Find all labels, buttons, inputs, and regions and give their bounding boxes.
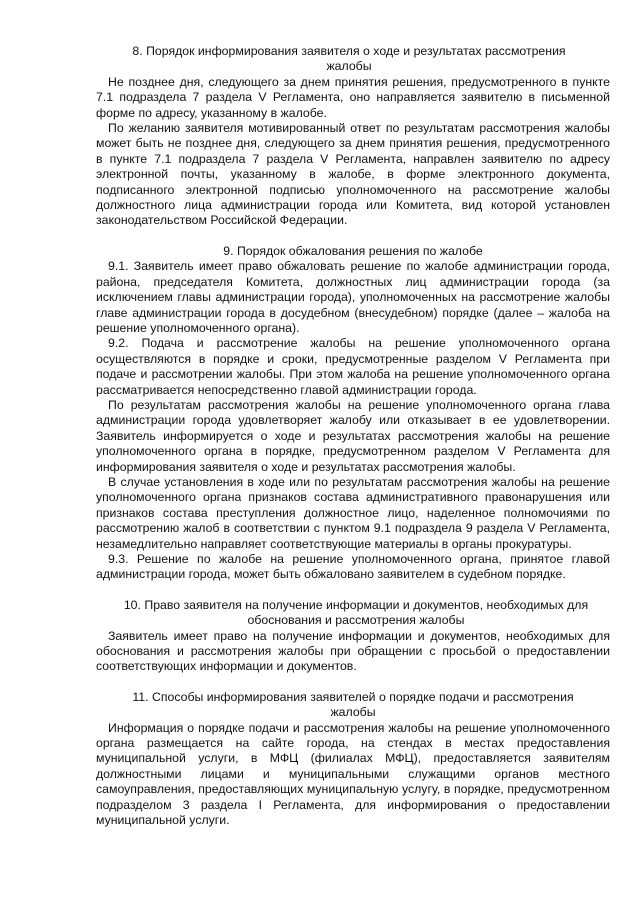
paragraph: Заявитель имеет право на получение информации и документов, необходимых для обоснования и рассмотрения жалобы при обращении с просьбой о предоставлении соответствующих информации и документов.: [96, 628, 610, 674]
paragraph: По желанию заявителя мотивированный ответ по результатам рассмотрения жалобы может быть не позднее дня, следующего за днем принятия решения, предусмотренного в пункте 7.1 подраздела 7 раздела V Регламента, направлен заявителю по адресу электронной почты, указанному в жалобе, в форме электронного документа, подписанного электронной подписью уполномоченного на рассмотрение жалобы должностного лица администрации города или Комитета, вид которой установлен законодательством Российской Федерации.: [96, 121, 610, 228]
paragraph: По результатам рассмотрения жалобы на решение уполномоченного органа глава администрации города удовлетворяет жалобу или отказывает в ее удовлетворении. Заявитель информируется о ходе и результатах рассмотрения жалобы на решение уполномоченного органа в порядке, предусмотренном разделом V Регламента для информирования заявителя о ходе и результатах рассмотрения жалобы.: [96, 397, 610, 474]
document-page: [96, 44, 610, 829]
paragraph: 9.2. Подача и рассмотрение жалобы на решение уполномоченного органа осуществляются в порядке и сроки, предусмотренные разделом V Регламента при подаче и рассмотрении жалобы. При этом жалоба на решение уполномоченного органа рассматривается непосредственно главой администрации города.: [96, 336, 610, 397]
section-heading: 10. Право заявителя на получение информации и документов, необходимых для обоснования и рассмотрения жалобы: [123, 597, 589, 628]
paragraph: Информация о порядке подачи и рассмотрения жалобы на решение уполномоченного органа размещается на сайте города, на стендах в местах предоставления муниципальной услуги, в МФЦ (филиалах МФЦ), предоставляется заявителям должностными лицами и муниципальными служащими органов местного самоуправления, предоставляющих муниципальную услугу, в порядке, предусмотренном подразделом 3 раздела I Регламента, для информирования о предоставлении муниципальной услуги.: [96, 720, 610, 828]
paragraph: Не позднее дня, следующего за днем принятия решения, предусмотренного в пункте 7.1 подраздела 7 раздела V Регламента, оно направляется заявителю в письменной форме по адресу, указанному в жалобе.: [96, 74, 610, 120]
paragraph: 9.1. Заявитель имеет право обжаловать решение по жалобе администрации города, района, председателя Комитета, должностных лиц администрации города (за исключением главы администрации города), уполномоченных на рассмотрение жалобы главе администрации города в досудебном (внесудебном) порядке (далее – жалоба на решение уполномоченного органа).: [96, 259, 610, 335]
section-11: [96, 690, 610, 829]
section-8: [96, 44, 610, 229]
section-10: [96, 598, 610, 675]
paragraph: 9.3. Решение по жалобе на решение уполномоченного органа, принятое главой администрации города, может быть обжаловано заявителем в судебном порядке.: [96, 552, 610, 582]
paragraph: В случае установления в ходе или по результатам рассмотрения жалобы на решение уполномоченного органа признаков состава административного правонарушения или признаков состава преступления должностное лицо, наделенное полномочиями по рассмотрению жалоб в соответствии с пунктом 9.1 подраздела 9 раздела V Регламента, незамедлительно направляет соответствующие материалы в органы прокуратуры.: [96, 474, 610, 551]
section-9: [96, 244, 610, 583]
section-heading: 9. Порядок обжалования решения по жалобе: [223, 243, 483, 258]
section-heading: 11. Способы информирования заявителей о порядке подачи и рассмотрения жалобы: [132, 689, 574, 720]
section-heading: 8. Порядок информирования заявителя о ходе и результатах рассмотрения жалобы: [132, 44, 566, 74]
